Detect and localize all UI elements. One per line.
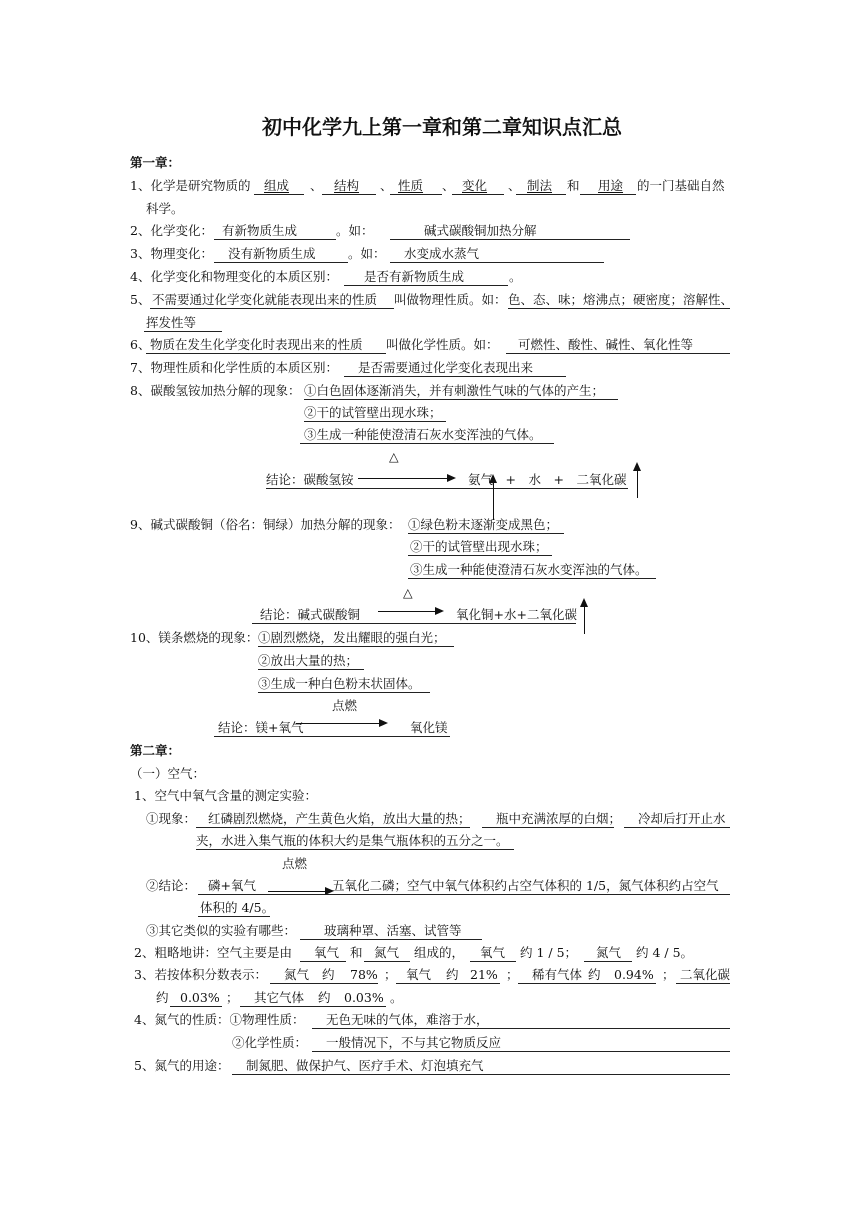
underline bbox=[270, 983, 378, 984]
underline bbox=[232, 1074, 730, 1075]
underline bbox=[322, 194, 376, 195]
conclusion-wrap: 体积的 4/5。 bbox=[200, 900, 275, 915]
underline bbox=[258, 669, 364, 670]
item-3-eg: 。如： bbox=[348, 246, 386, 261]
underline bbox=[312, 1028, 730, 1029]
item-8-lead: 8、碳酸氢铵加热分解的现象： bbox=[130, 383, 301, 398]
item-10-products: 氧化镁 bbox=[410, 720, 448, 735]
item-2-definition: 有新物质生成 bbox=[222, 223, 298, 238]
underline bbox=[300, 939, 482, 940]
reaction-arrow bbox=[358, 478, 454, 479]
air-item-3-lead: 3、若按体积分数表示： bbox=[134, 967, 267, 982]
chapter-2-heading: 第二章： bbox=[130, 743, 181, 758]
underline bbox=[144, 331, 222, 332]
item-6-examples: 可燃性、酸性、碱性、氧化性等 bbox=[518, 337, 694, 352]
underline bbox=[390, 262, 604, 263]
underline bbox=[470, 961, 516, 962]
underline bbox=[518, 983, 656, 984]
underline bbox=[266, 488, 628, 489]
underline bbox=[304, 399, 618, 400]
air-item-2-oxygen: 氧气 bbox=[314, 945, 340, 960]
item-8-phenomenon-1: ①白色固体逐渐消失，并有刺激性气味的气体的产生； bbox=[304, 383, 605, 398]
underline bbox=[508, 308, 730, 309]
underline bbox=[254, 194, 304, 195]
other-experiments-answer: 玻璃种罩、活塞、试管等 bbox=[324, 923, 462, 938]
item-4-answer: 是否有新物质生成 bbox=[364, 269, 465, 284]
underline bbox=[396, 983, 500, 984]
air-item-4-lead: 4、氮气的性质：①物理性质： bbox=[134, 1012, 305, 1027]
air-item-3-co2-value: 0.03% bbox=[180, 990, 220, 1005]
gas-arrow-icon bbox=[584, 600, 585, 634]
item-7-lead: 7、物理性质和化学性质的本质区别： bbox=[130, 360, 338, 375]
underline bbox=[408, 533, 564, 534]
item-4-lead: 4、化学变化和物理变化的本质区别： bbox=[130, 269, 338, 284]
underline bbox=[364, 961, 410, 962]
reaction-arrow bbox=[378, 611, 442, 612]
air-item-2-nitrogen-2: 氮气 bbox=[596, 945, 622, 960]
underline bbox=[258, 646, 454, 647]
air-item-3-sep: ； bbox=[506, 967, 519, 982]
item-2-eg: 。如： bbox=[336, 223, 374, 238]
air-item-3-nitrogen-approx: 约 bbox=[322, 967, 335, 982]
item-1-tail: 的一门基础自然 bbox=[637, 178, 725, 193]
air-item-2-ratio-2: 约 4 / 5。 bbox=[636, 945, 694, 960]
underline bbox=[390, 194, 442, 195]
item-9-condition: △ bbox=[403, 585, 413, 600]
item-2-lead: 2、化学变化： bbox=[130, 223, 213, 238]
phenomenon-wrap: 夹，水进入集气瓶的体积大约是集气瓶体积的五分之一。 bbox=[196, 833, 509, 848]
underline bbox=[312, 1051, 730, 1052]
underline bbox=[252, 623, 576, 624]
underline bbox=[408, 555, 552, 556]
gas-arrow-icon bbox=[637, 464, 638, 498]
air-item-2-lead: 2、粗略地讲：空气主要是由 bbox=[134, 945, 292, 960]
item-8-phenomenon-2: ②干的试管壁出现水珠； bbox=[304, 405, 442, 420]
air-item-3-co2: 二氧化碳 bbox=[680, 967, 731, 982]
underline bbox=[506, 353, 730, 354]
air-item-3-sep: ； bbox=[226, 990, 239, 1005]
phenomenon-lead: ①现象： bbox=[146, 811, 197, 826]
blank-change: 变化 bbox=[462, 178, 488, 193]
subsection-air: （一）空气： bbox=[130, 766, 206, 781]
nitrogen-physical: 无色无味的气体，难溶于水， bbox=[326, 1012, 489, 1027]
conclusion-lead: ②结论： bbox=[146, 878, 197, 893]
item-4-end: 。 bbox=[509, 269, 522, 284]
item-9-phenomenon-3: ③生成一种能使澄清石灰水变浑浊的气体。 bbox=[410, 562, 648, 577]
phenomenon-1: 红磷剧烈燃烧，产生黄色火焰，放出大量的热； bbox=[208, 811, 471, 826]
chapter-1-heading: 第一章： bbox=[130, 155, 181, 170]
separator: 、 bbox=[442, 178, 455, 193]
air-item-3-nitrogen-value: 78% bbox=[350, 967, 378, 982]
underline bbox=[676, 983, 730, 984]
underline bbox=[482, 827, 614, 828]
underline bbox=[196, 827, 470, 828]
other-experiments-lead: ③其它类似的实验有哪些： bbox=[146, 923, 297, 938]
document-title: 初中化学九上第一章和第二章知识点汇总 bbox=[262, 115, 622, 139]
item-7-answer: 是否需要通过化学变化表现出来 bbox=[358, 360, 534, 375]
air-item-5-lead: 5、氮气的用途： bbox=[134, 1058, 230, 1073]
air-item-3-noble-approx: 约 bbox=[588, 967, 601, 982]
underline bbox=[584, 961, 632, 962]
conclusion-reactants: 磷+氧气 bbox=[208, 878, 256, 893]
item-3-example: 水变成水蒸气 bbox=[404, 246, 480, 261]
underline bbox=[198, 916, 270, 917]
item-8-phenomenon-3: ③生成一种能使澄清石灰水变浑浊的气体。 bbox=[304, 427, 542, 442]
item-8-products: 氨气 + 水 + 二氧化碳 bbox=[468, 472, 627, 487]
air-item-2-ratio-1: 约 1 / 5； bbox=[520, 945, 578, 960]
blank-use: 用途 bbox=[598, 178, 624, 193]
item-10-condition: 点燃 bbox=[332, 698, 358, 713]
gas-arrow-icon bbox=[493, 476, 494, 520]
air-item-3-co2-approx: 约 bbox=[156, 990, 169, 1005]
underline bbox=[258, 692, 430, 693]
item-10-phenomenon-3: ③生成一种白色粉末状固体。 bbox=[258, 676, 421, 691]
blank-structure: 结构 bbox=[334, 178, 360, 193]
item-6-mid: 叫做化学性质。如： bbox=[386, 337, 499, 352]
nitrogen-chemical: 一般情况下，不与其它物质反应 bbox=[326, 1035, 502, 1050]
item-5-wrap: 挥发性等 bbox=[146, 315, 197, 330]
item-10-lead: 10、镁条燃烧的现象： bbox=[130, 630, 259, 645]
air-item-3-other: 其它气体 bbox=[254, 990, 305, 1005]
conjunction: 和 bbox=[567, 178, 580, 193]
nitrogen-uses: 制氮肥、做保护气、医疗手术、灯泡填充气 bbox=[246, 1058, 484, 1073]
item-5-lead: 5、 bbox=[130, 292, 151, 307]
item-2-example: 碱式碳酸铜加热分解 bbox=[424, 223, 537, 238]
reaction-arrow bbox=[296, 723, 386, 724]
conclusion-rest: 五氧化二磷；空气中氧气体积约占空气体积的 1/5，氮气体积约占空气 bbox=[332, 878, 719, 893]
underline bbox=[390, 239, 630, 240]
underline bbox=[624, 827, 730, 828]
air-item-2-mid: 组成的， bbox=[414, 945, 465, 960]
underline bbox=[344, 285, 508, 286]
phenomenon-2: 瓶中充满浓厚的白烟； bbox=[496, 811, 622, 826]
air-item-3-sep: ； bbox=[662, 967, 675, 982]
underline bbox=[300, 961, 346, 962]
underline bbox=[214, 239, 336, 240]
item-6-lead: 6、 bbox=[130, 337, 151, 352]
blank-preparation: 制法 bbox=[527, 178, 553, 193]
underline bbox=[196, 849, 514, 850]
underline bbox=[408, 578, 656, 579]
air-item-3-noble-value: 0.94% bbox=[614, 967, 654, 982]
underline bbox=[516, 194, 566, 195]
underline bbox=[214, 262, 348, 263]
item-9-products: 氧化铜+水+二氧化碳 bbox=[456, 607, 577, 622]
air-item-3-nitrogen: 氮气 bbox=[284, 967, 310, 982]
underline bbox=[580, 194, 636, 195]
item-6-definition: 物质在发生化学变化时表现出来的性质 bbox=[150, 337, 363, 352]
air-item-3-sep: ； bbox=[384, 967, 397, 982]
air-item-2-oxygen-2: 氧气 bbox=[480, 945, 506, 960]
item-5-definition: 不需要通过化学变化就能表现出来的性质 bbox=[152, 292, 378, 307]
air-item-3-noble: 稀有气体 bbox=[532, 967, 583, 982]
air-item-3-oxygen-value: 21% bbox=[470, 967, 498, 982]
item-8-conclusion: 结论：碳酸氢铵 bbox=[266, 472, 354, 487]
underline bbox=[214, 736, 450, 737]
nitrogen-chemical-lead: ②化学性质： bbox=[232, 1035, 308, 1050]
item-9-lead: 9、碱式碳酸铜（俗名：铜绿）加热分解的现象： bbox=[130, 517, 401, 532]
underline bbox=[170, 1006, 222, 1007]
underline bbox=[452, 194, 504, 195]
separator: 、 bbox=[380, 178, 393, 193]
air-item-3-other-approx: 约 bbox=[318, 990, 331, 1005]
item-10-phenomenon-2: ②放出大量的热； bbox=[258, 653, 359, 668]
blank-property: 性质 bbox=[398, 178, 424, 193]
air-item-2-and: 和 bbox=[350, 945, 363, 960]
separator: 、 bbox=[508, 178, 521, 193]
air-item-1: 1、空气中氧气含量的测定实验： bbox=[134, 788, 317, 803]
item-10-conclusion: 结论：镁+氧气 bbox=[218, 720, 304, 735]
underline bbox=[344, 376, 566, 377]
phenomenon-3: 冷却后打开止水 bbox=[638, 811, 726, 826]
underline bbox=[198, 894, 730, 895]
underline bbox=[146, 353, 386, 354]
underline bbox=[240, 1006, 386, 1007]
item-9-conclusion: 结论：碱式碳酸铜 bbox=[260, 607, 361, 622]
underline bbox=[300, 443, 554, 444]
reaction-arrow bbox=[268, 891, 332, 892]
air-item-2-nitrogen: 氮气 bbox=[374, 945, 400, 960]
item-10-phenomenon-1: ①剧烈燃烧，发出耀眼的强白光； bbox=[258, 630, 446, 645]
item-5-examples: 色、态、味；熔沸点；硬密度；溶解性、 bbox=[508, 292, 734, 307]
air-item-3-oxygen: 氧气 bbox=[406, 967, 432, 982]
separator: 、 bbox=[310, 178, 323, 193]
item-3-definition: 没有新物质生成 bbox=[228, 246, 316, 261]
item-5-mid: 叫做物理性质。如： bbox=[394, 292, 507, 307]
underline bbox=[304, 421, 446, 422]
item-1-text: 1、化学是研究物质的 bbox=[130, 178, 251, 193]
item-9-phenomenon-1: ①绿色粉末逐渐变成黑色； bbox=[408, 517, 559, 532]
conclusion-condition: 点燃 bbox=[282, 856, 308, 871]
item-3-lead: 3、物理变化： bbox=[130, 246, 213, 261]
item-8-condition: △ bbox=[389, 449, 399, 464]
underline bbox=[150, 308, 394, 309]
air-item-3-end: 。 bbox=[390, 990, 403, 1005]
blank-composition: 组成 bbox=[264, 178, 290, 193]
air-item-3-other-value: 0.03% bbox=[344, 990, 384, 1005]
item-9-phenomenon-2: ②干的试管壁出现水珠； bbox=[410, 539, 548, 554]
item-1-wrap: 科学。 bbox=[146, 201, 184, 216]
air-item-3-oxygen-approx: 约 bbox=[446, 967, 459, 982]
